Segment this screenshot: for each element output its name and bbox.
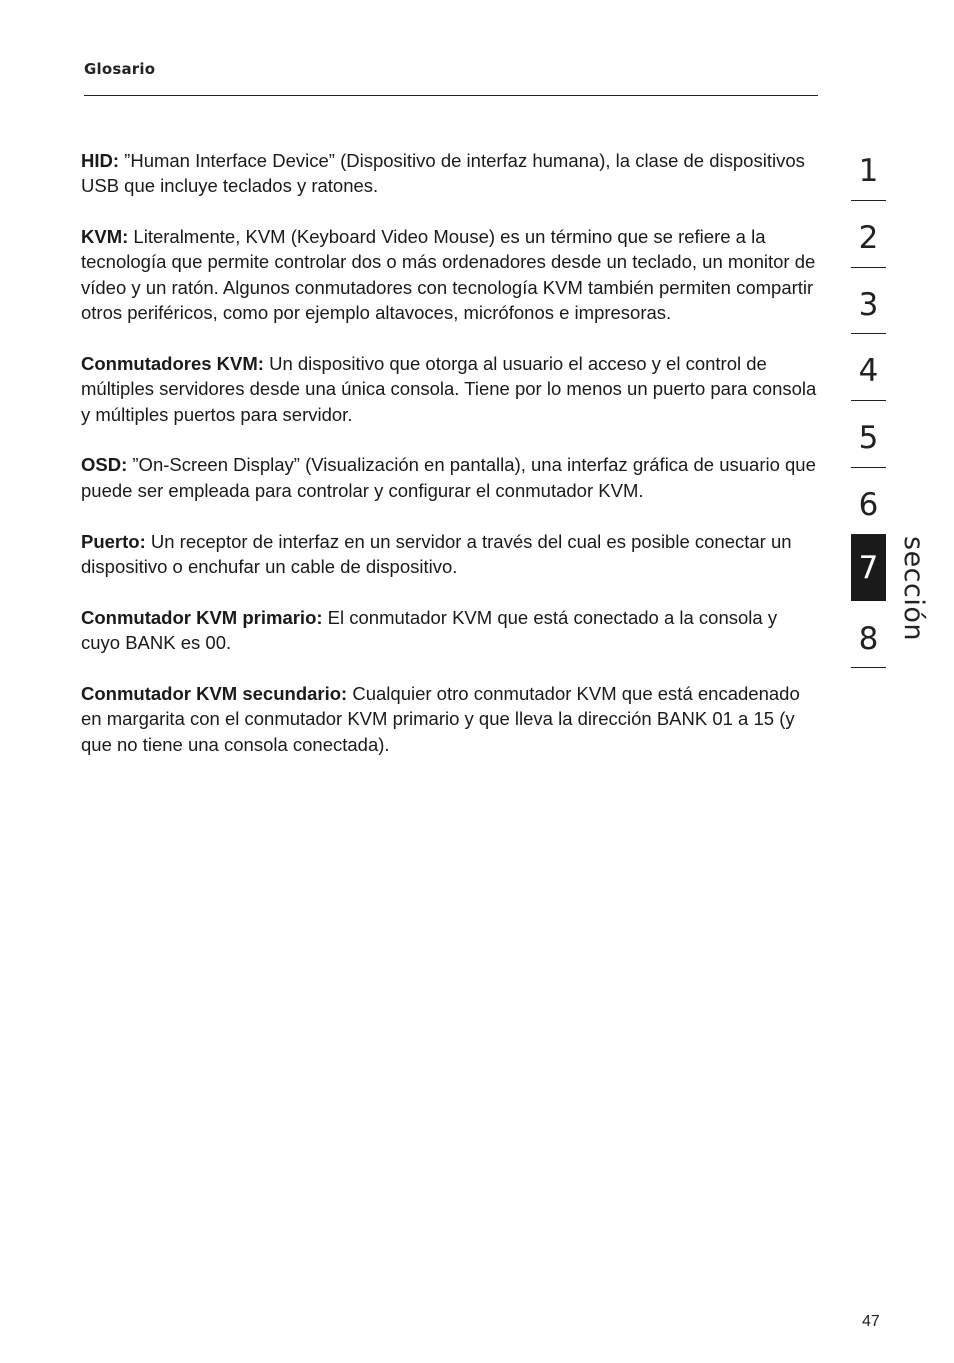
glossary-term: Conmutador KVM primario: xyxy=(81,606,323,628)
section-label: sección xyxy=(898,536,929,642)
section-nav-item-2[interactable] xyxy=(851,201,886,268)
glossary-entry-osd xyxy=(81,452,821,503)
glossary-term: HID: xyxy=(81,150,120,171)
glossary-definition: El conmutador KVM que está conectado a la consola y cuyo BANK es 00. xyxy=(81,606,778,654)
section-nav xyxy=(851,134,886,668)
glossary-entry-kvm xyxy=(81,224,821,325)
section-nav-item-5[interactable] xyxy=(851,401,886,468)
glossary-definition: Un dispositivo que otorga al usuario el acceso y el control de múltiples servidores desde una única consola. Tiene por lo menos un puerto para consola y múltiples puertos para servidor. xyxy=(81,352,817,425)
section-number: 7 xyxy=(851,535,886,601)
page-header-title: Glosario xyxy=(84,60,156,78)
page-number: 47 xyxy=(862,1313,880,1330)
section-number: 5 xyxy=(858,420,879,457)
section-number: 3 xyxy=(858,286,879,323)
glossary-definition: ”Human Interface Device” (Dispositivo de interfaz humana), la clase de dispositivos USB que incluye teclados y ratones. xyxy=(81,150,805,197)
section-nav-item-3[interactable] xyxy=(851,268,886,335)
glossary-term: Conmutadores KVM: xyxy=(81,352,264,374)
section-number: 1 xyxy=(858,153,879,189)
section-nav-item-1[interactable] xyxy=(851,134,886,201)
glossary-entry-conmutador-primario xyxy=(81,605,821,656)
section-nav-item-8[interactable] xyxy=(851,602,886,669)
section-nav-item-6[interactable] xyxy=(851,468,886,535)
glossary-entry-hid xyxy=(81,148,821,199)
glossary-entry-conmutador-secundario xyxy=(81,681,821,757)
glossary-term: Puerto: xyxy=(81,530,146,552)
glossary-entry-puerto xyxy=(81,529,821,580)
glossary-entry-conmutadores-kvm xyxy=(81,351,821,427)
section-number: 2 xyxy=(858,219,879,256)
glossary-content xyxy=(81,148,821,783)
glossary-term: OSD: xyxy=(81,454,128,476)
glossary-definition: Un receptor de interfaz en un servidor a través del cual es posible conectar un dispositivo o enchufar un cable de dispositivo. xyxy=(81,530,792,577)
section-number: 8 xyxy=(858,620,879,657)
section-nav-item-7[interactable] xyxy=(851,535,886,602)
glossary-definition: Literalmente, KVM (Keyboard Video Mouse) es un término que se refiere a la tecnología que permite controlar dos o más ordenadores desde un teclado, un monitor de vídeo y un ratón. Algunos conmutadores con tecnología KVM también permiten compartir otros periféricos, como por ejemplo altavoces, micrófonos e impresoras. xyxy=(81,226,816,324)
header-divider xyxy=(84,95,818,96)
glossary-term: Conmutador KVM secundario: xyxy=(81,683,348,705)
section-number: 4 xyxy=(858,353,879,390)
section-nav-item-4[interactable] xyxy=(851,334,886,401)
glossary-term: KVM: xyxy=(81,226,129,248)
section-divider xyxy=(851,667,886,668)
glossary-definition: Cualquier otro conmutador KVM que está encadenado en margarita con el conmutador KVM primario y que lleva la dirección BANK 01 a 15 (y que no tiene una consola conectada). xyxy=(81,683,800,755)
section-number: 6 xyxy=(858,486,879,523)
glossary-definition: ”On-Screen Display” (Visualización en pantalla), una interfaz gráfica de usuario que puede ser empleada para controlar y configurar el conmutador KVM. xyxy=(81,454,816,501)
